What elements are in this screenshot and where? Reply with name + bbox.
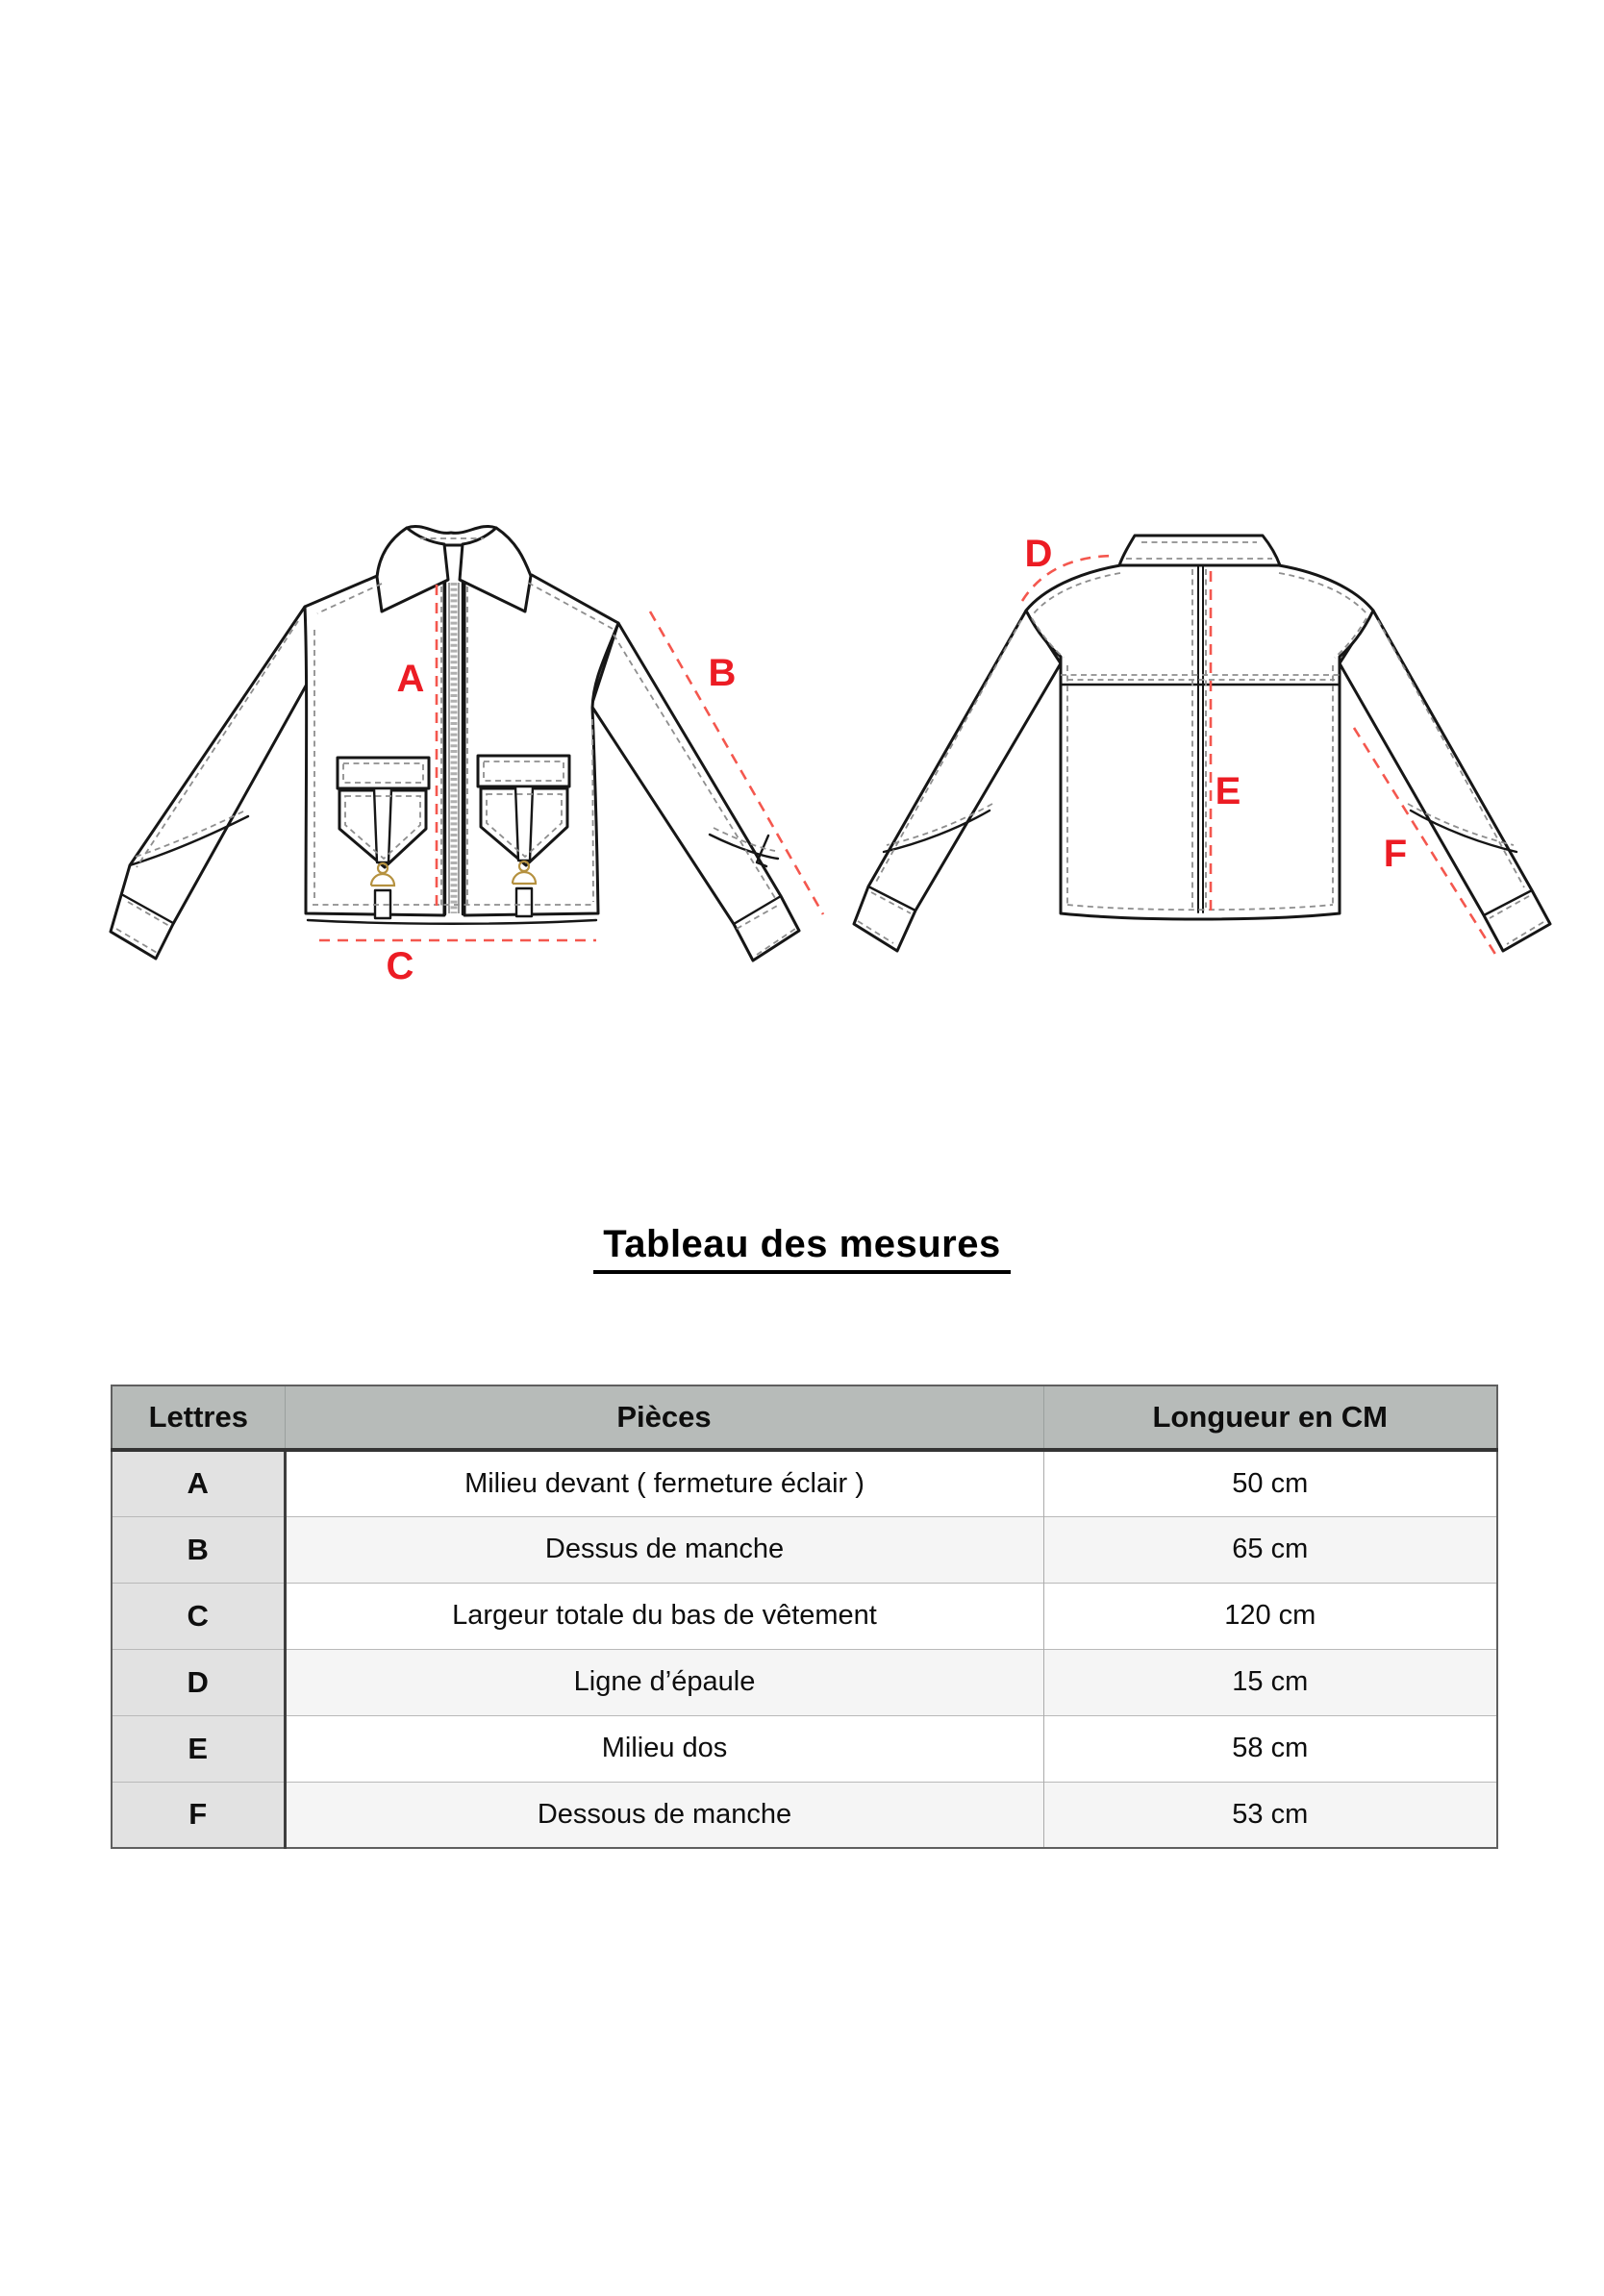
jacket-front-view-drawing <box>111 526 799 961</box>
measure-label-b: B <box>708 652 737 694</box>
table-row <box>112 1583 1497 1649</box>
column-header-pieces: Pièces <box>285 1385 1043 1450</box>
table-row <box>112 1649 1497 1715</box>
column-header-lettres: Lettres <box>112 1385 285 1450</box>
letter-cell: B <box>112 1516 285 1583</box>
table-row <box>112 1450 1497 1516</box>
measure-label-c: C <box>386 945 414 987</box>
page-title <box>0 1223 1604 1274</box>
measure-label-e: E <box>1215 770 1241 812</box>
table-row <box>112 1715 1497 1782</box>
piece-cell: Milieu dos <box>285 1715 1043 1782</box>
table-header-row <box>112 1385 1497 1450</box>
measure-label-d: D <box>1024 533 1053 575</box>
column-header-longueur: Longueur en CM <box>1043 1385 1497 1450</box>
length-cell: 15 cm <box>1043 1649 1497 1715</box>
length-cell: 65 cm <box>1043 1516 1497 1583</box>
page-title-text: Tableau des mesures <box>593 1223 1010 1274</box>
table-row <box>112 1516 1497 1583</box>
letter-cell: A <box>112 1450 285 1516</box>
piece-cell: Largeur totale du bas de vêtement <box>285 1583 1043 1649</box>
jacket-back-view-drawing <box>854 536 1550 951</box>
letter-cell: F <box>112 1782 285 1848</box>
length-cell: 53 cm <box>1043 1782 1497 1848</box>
letter-cell: C <box>112 1583 285 1649</box>
piece-cell: Dessus de manche <box>285 1516 1043 1583</box>
piece-cell: Dessous de manche <box>285 1782 1043 1848</box>
length-cell: 50 cm <box>1043 1450 1497 1516</box>
letter-cell: E <box>112 1715 285 1782</box>
length-cell: 120 cm <box>1043 1583 1497 1649</box>
measure-label-f: F <box>1383 833 1408 875</box>
piece-cell: Milieu devant ( fermeture éclair ) <box>285 1450 1043 1516</box>
piece-cell: Ligne d’épaule <box>285 1649 1043 1715</box>
length-cell: 58 cm <box>1043 1715 1497 1782</box>
measurements-table <box>111 1385 1498 1849</box>
measure-label-a: A <box>396 658 425 700</box>
letter-cell: D <box>112 1649 285 1715</box>
table-row <box>112 1782 1497 1848</box>
